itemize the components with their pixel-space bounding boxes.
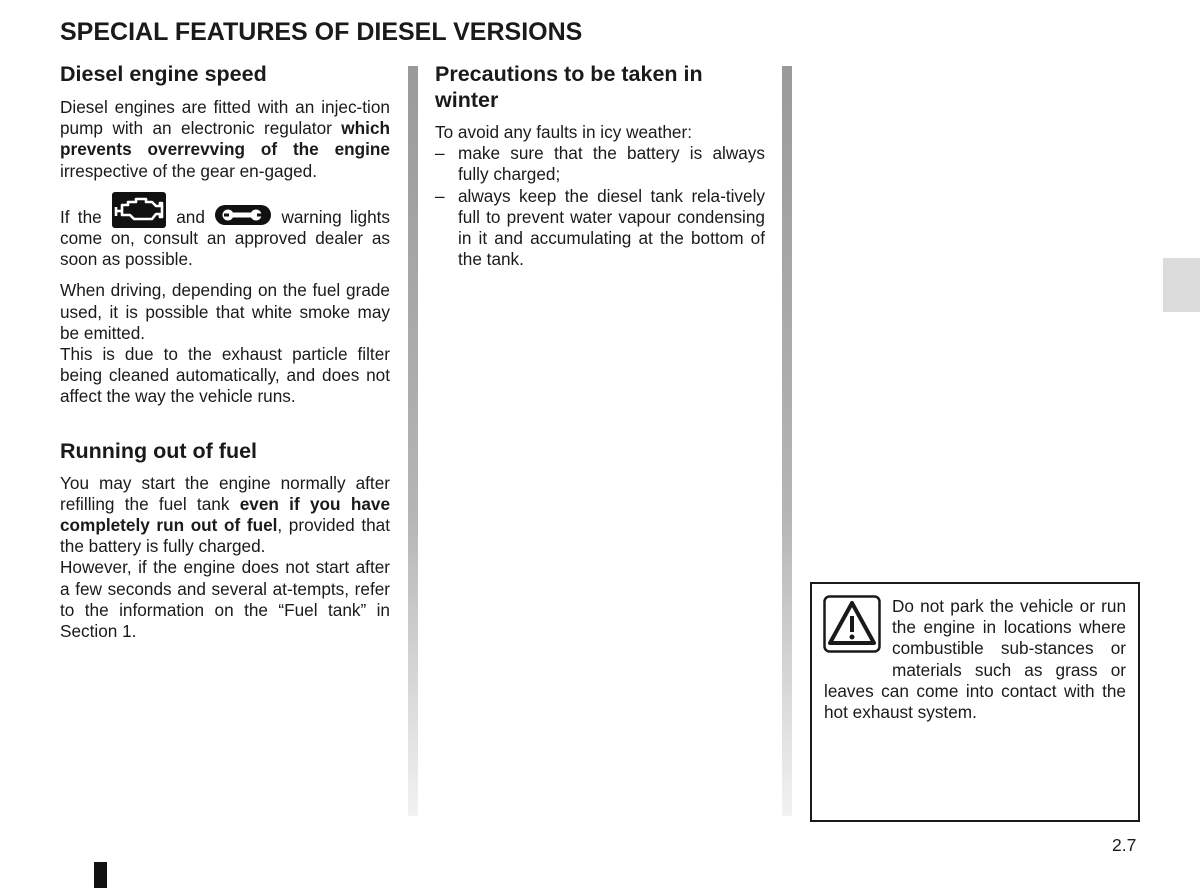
paragraph-engine-no-start: However, if the engine does not start after a few seconds and several at-tempts, refer to the information on the “Fuel tank” in Section 1. [60,557,390,642]
winter-precautions-list [435,143,765,270]
warning-text: Do not park the vehicle or run the engine in locations where combustible sub-stances or materials such as grass or leaves can come into contact with the hot exhaust system. [824,596,1126,723]
left-column [60,61,390,642]
column-divider-right [782,66,792,816]
heading-winter-precautions: Precautions to be taken in winter [435,62,703,112]
paragraph-warning-lights: If the and warning lights come on, consult an approved dealer as soon as possible. [60,192,390,271]
column-divider-left [408,66,418,816]
heading-diesel-engine-speed: Diesel engine speed [60,62,267,86]
paragraph-injection-pump: Diesel engines are fitted with an injec-tion pump with an electronic regulator which prevents overrevving of the engine irrespective of the gear en-gaged. [60,97,390,181]
paragraph-white-smoke: When driving, depending on the fuel grade used, it is possible that white smoke may be emitted. [60,280,390,343]
paragraph-particle-filter: This is due to the exhaust particle filter being cleaned automatically, and does not affect the way the vehicle runs. [60,344,390,407]
wrench-warning-icon [215,205,271,225]
paragraph-restart-after-refill: You may start the engine normally after refilling the fuel tank even if you have completely run out of fuel, provided that the battery is fully charged. [60,472,390,557]
bold-run-out-of-fuel: even if you have completely run out of fuel [60,493,390,536]
warning-box [810,582,1140,822]
warning-text-container [824,596,1126,723]
heading-running-out-of-fuel: Running out of fuel [60,438,258,463]
page-number: 2.7 [1112,835,1137,855]
page-title: SPECIAL FEATURES OF DIESEL VERSIONS [60,18,583,46]
section-tab [1163,258,1200,312]
crop-mark [94,862,107,888]
bold-overrevving: which prevents overrevving of the engine [60,118,390,160]
list-item: – make sure that the battery is always fully charged; [435,143,765,185]
middle-column [435,61,765,270]
engine-warning-icon [112,192,166,228]
icon-spacer [824,596,892,678]
paragraph-icy-weather: To avoid any faults in icy weather: [435,122,692,142]
list-item: – always keep the diesel tank rela-tively full to prevent water vapour condensing in it and accumulating at the bottom of the tank. [435,186,765,271]
